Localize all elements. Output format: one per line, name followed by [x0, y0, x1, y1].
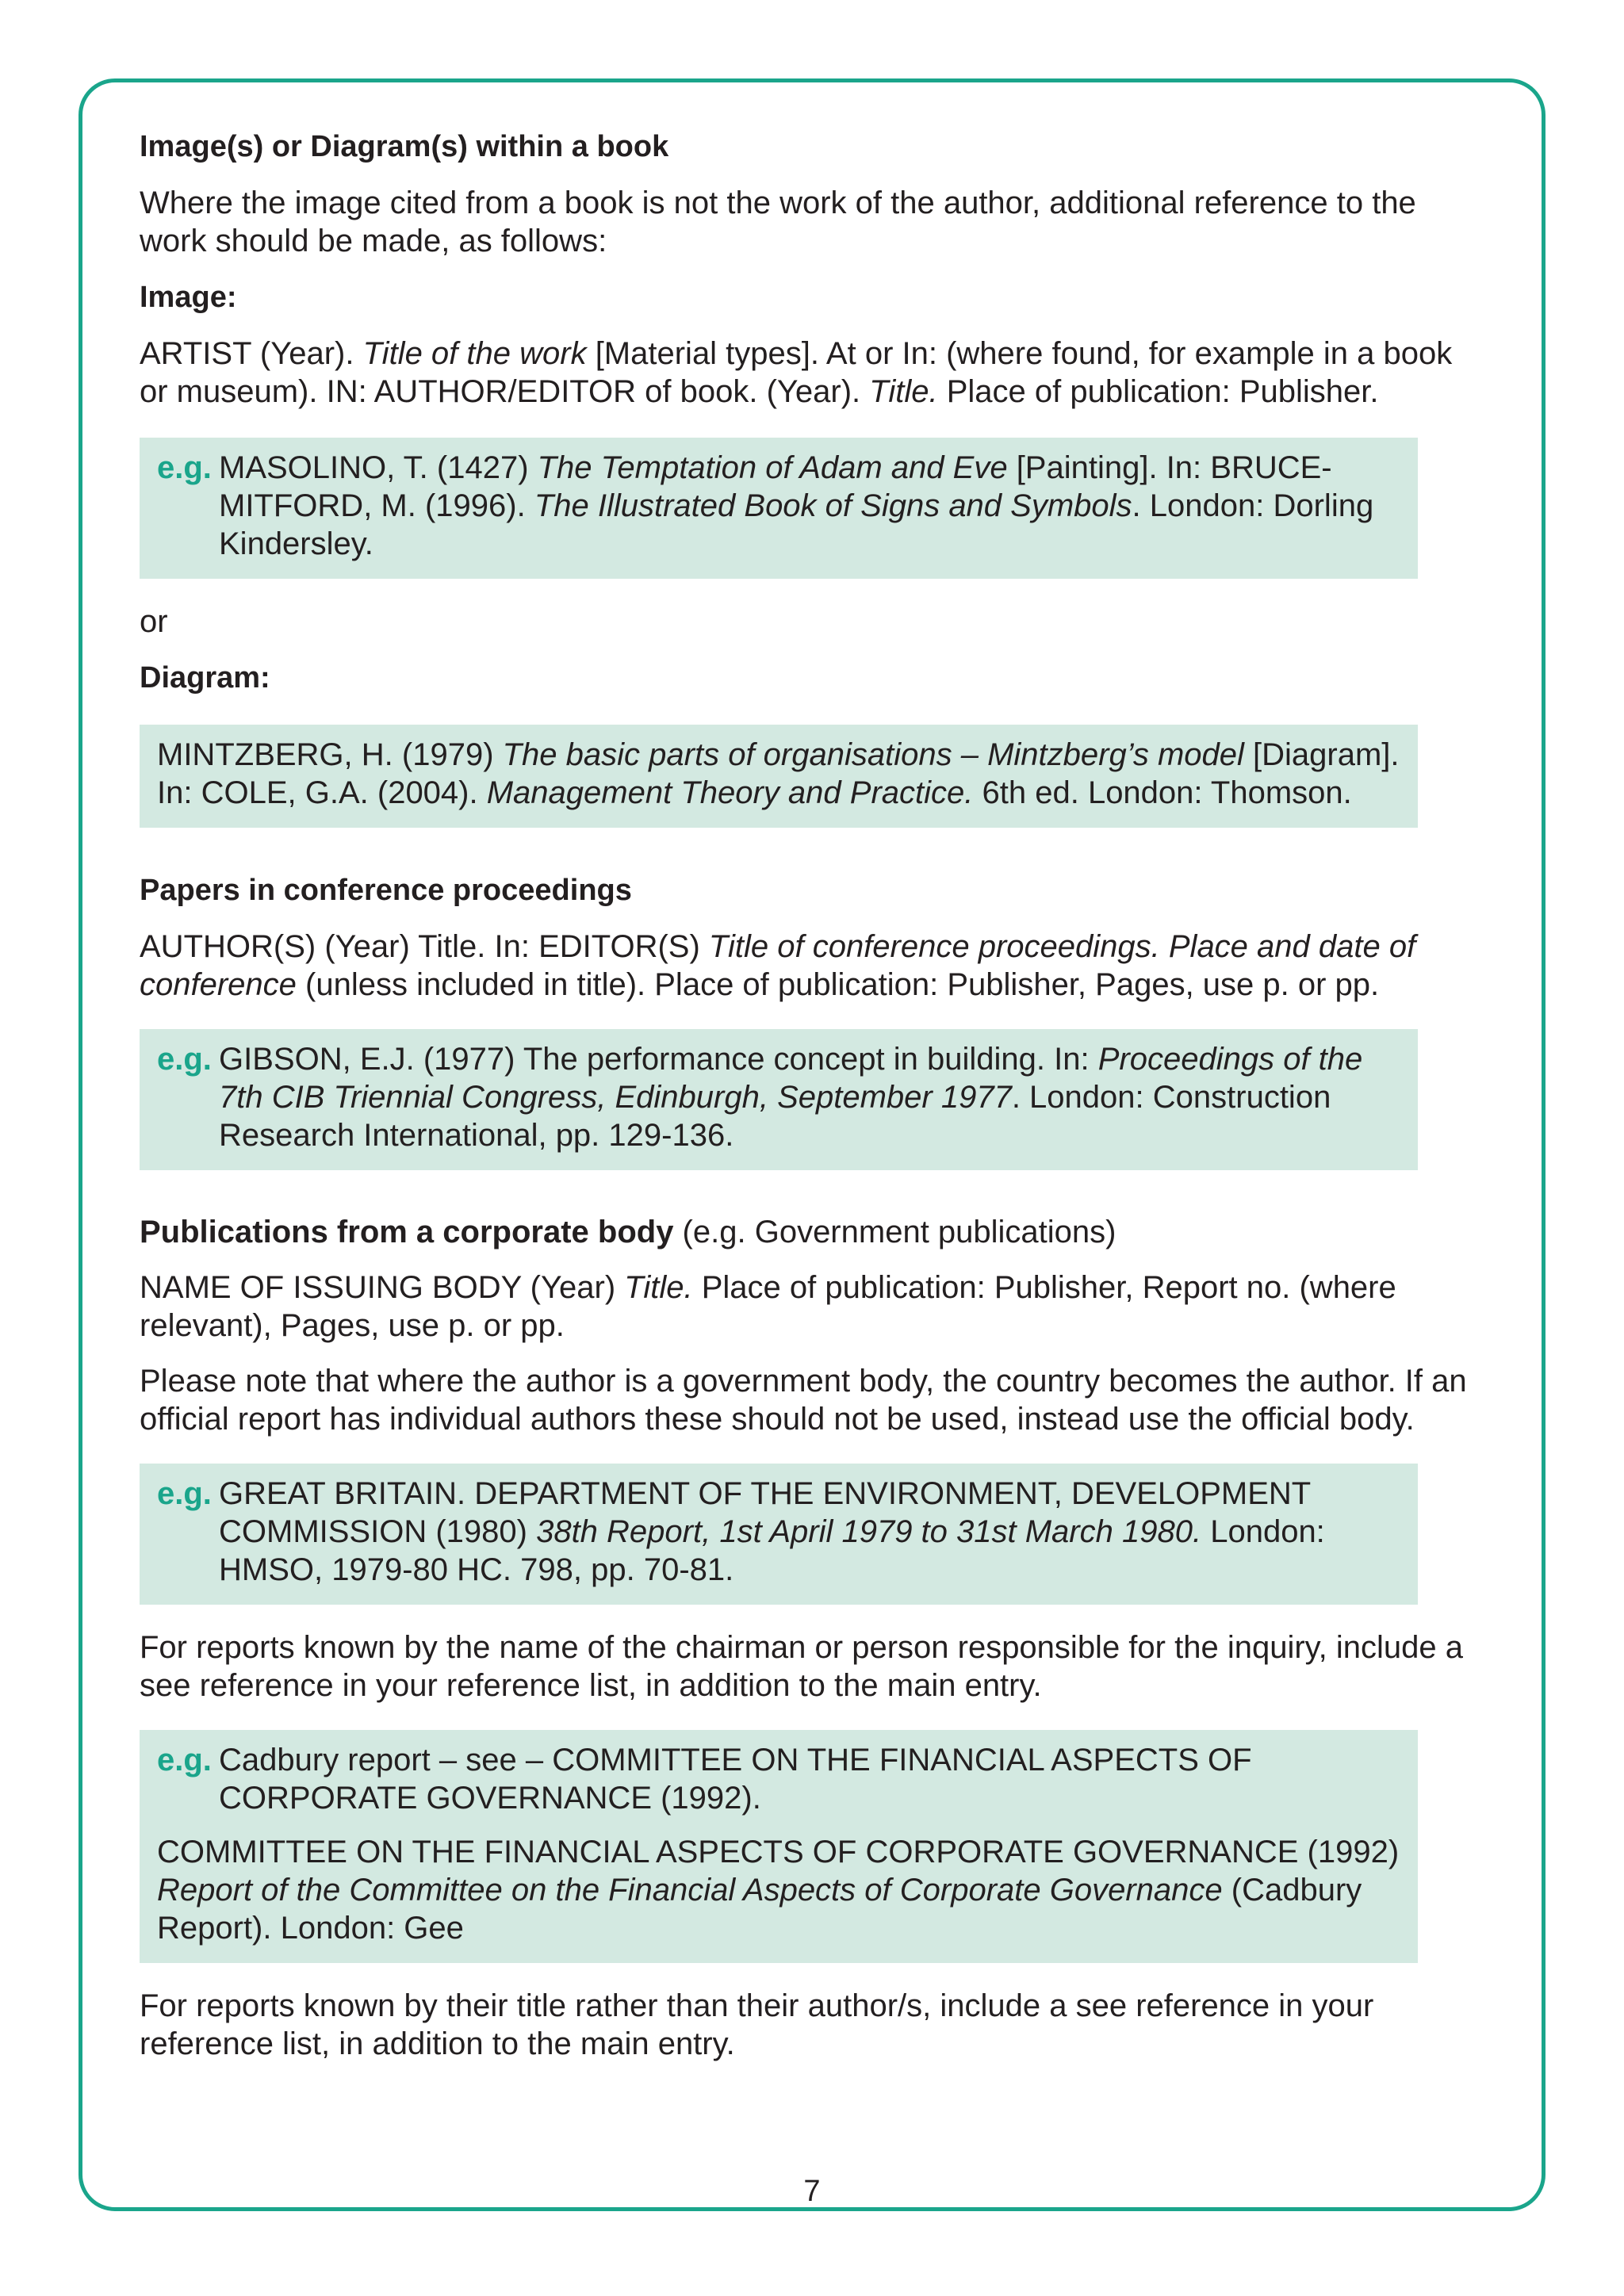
page-number: 7	[803, 2175, 821, 2208]
corporate-heading-line	[140, 1213, 1472, 1251]
corporate-example-text: GREAT BRITAIN. DEPARTMENT OF THE ENVIRONMENT, DEVELOPMENT COMMISSION (1980) 38th Report, 1st April 1979 to 31st March 1980. London: HMSO, 1979-80 HC. 798, pp. 70-81.	[219, 1476, 1325, 1587]
section-heading-corporate: Publications from a corporate body	[140, 1215, 674, 1249]
corporate-heading-note: (e.g. Government publications)	[673, 1215, 1116, 1249]
conference-example-text: GIBSON, E.J. (1977) The performance concept in building. In: Proceedings of the 7th CIB Triennial Congress, Edinburgh, September 1977. London: Construction Research International, pp. 129-136.	[219, 1042, 1363, 1153]
page-content	[140, 127, 1472, 2063]
eg-label: e.g.	[157, 1743, 212, 1777]
conference-format: AUTHOR(S) (Year) Title. In: EDITOR(S) Title of conference proceedings. Place and date of conference (unless included in title). Place of publication: Publisher, Pages, use p. or pp.	[140, 929, 1416, 1002]
diagram-example-box	[140, 725, 1418, 828]
eg-label: e.g.	[157, 450, 212, 485]
cadbury-main-entry: COMMITTEE ON THE FINANCIAL ASPECTS OF CORPORATE GOVERNANCE (1992) Report of the Committee on the Financial Aspects of Corporate Governance (Cadbury Report). London: Gee	[157, 1835, 1400, 1946]
cadbury-example-box	[140, 1730, 1418, 1963]
image-format: ARTIST (Year). Title of the work [Material types]. At or In: (where found, for example in a book or museum). IN: AUTHOR/EDITOR of book. (Year). Title. Place of publication: Publisher.	[140, 336, 1453, 409]
diagram-label: Diagram:	[140, 661, 270, 695]
images-intro: Where the image cited from a book is not the work of the author, additional reference to the work should be made, as follows:	[140, 186, 1416, 258]
diagram-example-text: MINTZBERG, H. (1979) The basic parts of organisations – Mintzberg’s model [Diagram]. In: COLE, G.A. (2004). Management Theory and Practice. 6th ed. London: Thomson.	[157, 737, 1400, 810]
government-note: Please note that where the author is a government body, the country becomes the author. If an official report has individual authors these should not be used, instead use the official body.	[140, 1364, 1467, 1437]
title-note: For reports known by their title rather than their author/s, include a see reference in your reference list, in addition to the main entry.	[140, 1988, 1374, 2061]
conference-example-box	[140, 1029, 1418, 1170]
corporate-format: NAME OF ISSUING BODY (Year) Title. Place of publication: Publisher, Report no. (where relevant), Pages, use p. or pp.	[140, 1270, 1396, 1343]
eg-label: e.g.	[157, 1476, 212, 1511]
corporate-example-box	[140, 1464, 1418, 1605]
or-text: or	[140, 604, 168, 639]
chairman-note: For reports known by the name of the chairman or person responsible for the inquiry, include a see reference in your reference list, in addition to the main entry.	[140, 1630, 1464, 1703]
eg-label: e.g.	[157, 1042, 212, 1077]
image-label: Image:	[140, 281, 237, 314]
image-example-text: MASOLINO, T. (1427) The Temptation of Adam and Eve [Painting]. In: BRUCE-MITFORD, M. (1996). The Illustrated Book of Signs and Symbols. London: Dorling Kindersley.	[219, 450, 1374, 561]
cadbury-see-reference: Cadbury report – see – COMMITTEE ON THE FINANCIAL ASPECTS OF CORPORATE GOVERNANCE (1992).	[219, 1743, 1252, 1816]
image-example-box	[140, 438, 1418, 579]
section-heading-conference: Papers in conference proceedings	[140, 874, 632, 907]
section-heading-images: Image(s) or Diagram(s) within a book	[140, 130, 669, 163]
